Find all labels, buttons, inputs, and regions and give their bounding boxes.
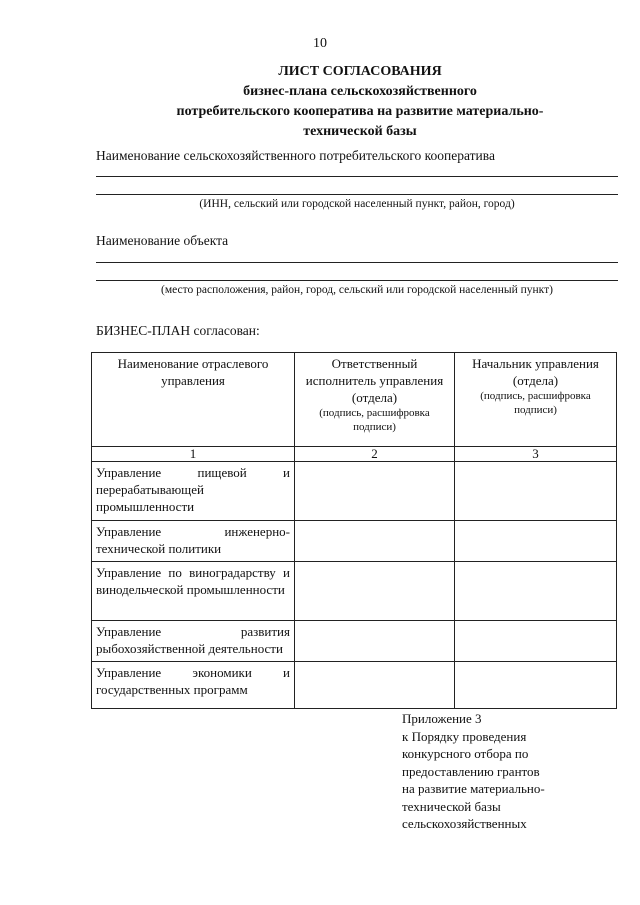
appendix-line: технической базы bbox=[402, 798, 501, 814]
title-line: технической базы bbox=[303, 124, 417, 139]
object-name-line[interactable] bbox=[96, 280, 618, 281]
object-caption: (место расположения, район, город, сельский или городской населенный пункт) bbox=[161, 284, 553, 296]
page-title bbox=[100, 62, 620, 142]
cooperative-caption: (ИНН, сельский или городской населенный пункт, район, город) bbox=[199, 198, 515, 210]
executor-signature-cell[interactable] bbox=[295, 620, 455, 661]
cooperative-name-line[interactable] bbox=[96, 194, 618, 195]
department-name: Управление пищевой и перерабатывающей промышленности bbox=[92, 462, 295, 520]
column-header-title: Наименование отраслевого управления bbox=[117, 356, 269, 388]
column-header-title: Ответственный исполнитель управления (отдела) bbox=[305, 356, 444, 405]
head-signature-cell[interactable] bbox=[455, 462, 617, 520]
column-header bbox=[295, 353, 455, 447]
department-name: Управление инженерно-технической политики bbox=[92, 520, 295, 561]
cooperative-name-line[interactable] bbox=[96, 176, 618, 177]
appendix-line: Приложение 3 bbox=[402, 711, 482, 726]
table-row bbox=[92, 561, 617, 620]
column-number: 3 bbox=[455, 447, 617, 462]
executor-signature-cell[interactable] bbox=[295, 520, 455, 561]
appendix-line: к Порядку проведения bbox=[402, 728, 527, 744]
column-number: 2 bbox=[295, 447, 455, 462]
appendix-line: на развитие материально- bbox=[402, 781, 545, 796]
department-name: Управление развития рыбохозяйственной деятельности bbox=[92, 620, 295, 661]
appendix-line: сельскохозяйственных bbox=[402, 816, 527, 831]
table-row bbox=[92, 520, 617, 561]
column-number-row bbox=[92, 447, 617, 462]
table-row bbox=[92, 661, 617, 708]
head-signature-cell[interactable] bbox=[455, 620, 617, 661]
appendix-line: предоставлению грантов bbox=[402, 763, 540, 779]
cooperative-name-label: Наименование сельскохозяйственного потребительского кооператива bbox=[96, 148, 495, 163]
title-heading: ЛИСТ СОГЛАСОВАНИЯ bbox=[278, 64, 442, 79]
table-row bbox=[92, 462, 617, 520]
executor-signature-cell[interactable] bbox=[295, 462, 455, 520]
department-name: Управление по виноградарству и винодельческой промышленности bbox=[92, 561, 295, 620]
object-name-line[interactable] bbox=[96, 262, 618, 263]
approval-table bbox=[91, 352, 617, 709]
head-signature-cell[interactable] bbox=[455, 561, 617, 620]
approved-label: БИЗНЕС-ПЛАН согласован: bbox=[96, 323, 260, 338]
page-number: 10 bbox=[313, 36, 327, 51]
executor-signature-cell[interactable] bbox=[295, 661, 455, 708]
object-name-label: Наименование объекта bbox=[96, 233, 229, 248]
table-header-row bbox=[92, 353, 617, 447]
column-header-title: Начальник управления (отдела) bbox=[472, 356, 599, 388]
table-row bbox=[92, 620, 617, 661]
head-signature-cell[interactable] bbox=[455, 661, 617, 708]
column-header bbox=[92, 353, 295, 447]
column-header bbox=[455, 353, 617, 447]
title-line: потребительского кооператива на развитие материально- bbox=[176, 104, 544, 119]
head-signature-cell[interactable] bbox=[455, 520, 617, 561]
column-header-note: (подпись, расшифровка подписи) bbox=[319, 407, 430, 433]
appendix-line: конкурсного отбора по bbox=[402, 746, 529, 761]
column-header-note: (подпись, расшифровка подписи) bbox=[480, 390, 591, 416]
appendix-note bbox=[402, 710, 622, 833]
column-number: 1 bbox=[92, 447, 295, 462]
title-line: бизнес-плана сельскохозяйственного bbox=[243, 84, 477, 99]
executor-signature-cell[interactable] bbox=[295, 561, 455, 620]
department-name: Управление экономики и государственных программ bbox=[92, 661, 295, 708]
